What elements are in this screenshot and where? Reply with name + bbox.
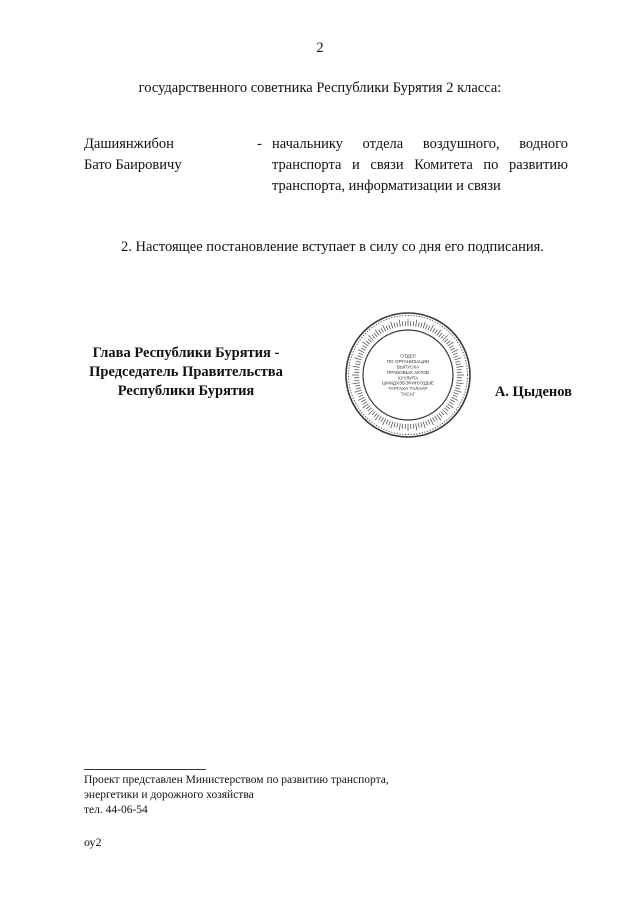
seal-center-text: ХУУЛИТА	[397, 375, 419, 381]
seal-tick	[439, 413, 442, 417]
seal-tick	[426, 421, 428, 426]
seal-tick	[354, 369, 359, 370]
position-line-1: начальнику отдела воздушного, водного	[272, 136, 568, 152]
seal-tick	[428, 326, 430, 331]
seal-tick	[441, 411, 444, 415]
seal-tick	[416, 320, 417, 327]
seal-tick	[450, 400, 454, 403]
seal-tick	[441, 335, 444, 339]
seal-tick	[353, 366, 360, 367]
seal-tick	[446, 341, 450, 344]
seal-tick	[355, 385, 360, 386]
position-line-2: транспорта и связи Комитета по развитию	[272, 157, 568, 173]
seal-tick	[435, 330, 438, 334]
seal-tick	[433, 328, 436, 332]
seal-tick	[361, 400, 365, 403]
seal-tick	[363, 346, 367, 349]
document-code: оу2	[84, 835, 102, 849]
seal-tick	[450, 348, 454, 351]
seal-center-text: ОТДЕЛ	[400, 353, 416, 359]
seal-tick	[413, 321, 414, 326]
seal-tick	[356, 388, 361, 389]
seal-tick	[423, 322, 425, 329]
seal-tick	[363, 402, 367, 405]
seal-tick	[358, 397, 364, 400]
seal-tick	[423, 422, 425, 429]
seal-tick	[402, 321, 403, 326]
seal-center-text: ПО ОРГАНИЗАЦИИ	[386, 359, 430, 365]
seal-tick	[435, 416, 438, 420]
intro-line: государственного советника Республики Бурятия 2 класса:	[138, 80, 502, 96]
signatory-title	[80, 344, 292, 401]
seal-tick	[439, 333, 442, 337]
seal-tick	[361, 348, 365, 351]
seal-tick	[386, 420, 388, 425]
seal-tick	[430, 325, 433, 331]
page-number: 2	[316, 40, 324, 56]
seal-tick	[391, 422, 393, 429]
seal-center-text: ГАРГАХА ТАЛААР	[388, 386, 428, 392]
seal-center-text: ТАСАГ	[400, 391, 416, 397]
seal-tick	[453, 353, 458, 355]
seal-tick	[444, 408, 448, 411]
seal-tick	[455, 388, 460, 389]
resolution-clause: 2. Настоящее постановление вступает в силу со дня его подписания.	[121, 239, 544, 255]
seal-tick	[386, 326, 388, 331]
seal-tick	[358, 356, 363, 358]
seal-tick	[372, 335, 375, 339]
seal-tick	[383, 325, 386, 331]
seal-tick	[374, 413, 377, 417]
seal-tick	[418, 322, 419, 327]
seal-tick	[457, 380, 462, 381]
seal-center-text: ВЫПУСКА	[396, 364, 420, 370]
footnote-line-1: Проект представлен Министерством по развитию транспорта,	[84, 774, 389, 786]
seal-tick	[366, 341, 370, 344]
seal-tick	[449, 346, 453, 349]
seal-tick	[433, 417, 436, 421]
seal-tick	[455, 390, 462, 392]
seal-tick	[355, 390, 362, 392]
seal-tick	[391, 322, 393, 329]
footnote-phone: тел. 44-06-54	[84, 804, 148, 816]
seal-tick	[455, 361, 460, 362]
seal-tick	[381, 417, 384, 421]
official-seal	[344, 311, 472, 439]
position-line-3: транспорта, информатизации и связи	[272, 178, 501, 194]
footnote	[84, 773, 389, 818]
seal-tick	[449, 402, 453, 405]
seal-tick	[381, 328, 384, 332]
seal-tick	[421, 323, 422, 328]
seal-tick	[368, 408, 372, 411]
appointee-dash: -	[257, 136, 262, 152]
seal-tick	[399, 423, 400, 430]
seal-tick	[454, 393, 459, 395]
seal-center-text: ШИИДХЭБЭРИНУУДЫЕ	[382, 380, 434, 386]
seal-tick	[394, 422, 395, 427]
seal-tick	[372, 411, 375, 415]
seal-tick	[359, 353, 364, 355]
seal-tick	[426, 325, 428, 330]
seal-tick	[355, 358, 362, 360]
seal-tick	[428, 420, 430, 425]
seal-tick	[446, 406, 450, 409]
signatory-title-line-3: Республики Бурятия	[117, 383, 255, 399]
appointee-name	[84, 134, 182, 176]
seal-tick	[354, 380, 359, 381]
seal-tick	[413, 424, 414, 429]
seal-tick	[453, 395, 458, 397]
seal-tick	[358, 393, 363, 395]
seal-tick	[454, 356, 459, 358]
seal-tick	[444, 339, 448, 342]
seal-tick	[389, 421, 391, 426]
seal-tick	[366, 406, 370, 409]
seal-tick	[456, 366, 463, 367]
seal-tick	[368, 339, 372, 342]
seal-tick	[379, 416, 382, 420]
seal-tick	[452, 397, 458, 400]
seal-tick	[353, 383, 360, 384]
seal-tick	[355, 364, 360, 365]
seal-tick	[456, 364, 461, 365]
seal-tick	[397, 322, 398, 327]
seal-tick	[430, 419, 433, 425]
signatory-title-line-1: Глава Республики Бурятия -	[92, 345, 280, 361]
seal-tick	[456, 383, 463, 384]
footnote-line-2: энергетики и дорожного хозяйства	[84, 789, 254, 801]
seal-tick	[374, 333, 377, 337]
seal-tick	[456, 385, 461, 386]
footnote-divider	[84, 769, 206, 770]
seal-tick	[394, 323, 395, 328]
seal-tick	[389, 325, 391, 330]
seal-tick	[379, 330, 382, 334]
seal-tick	[399, 320, 400, 327]
seal-tick	[402, 424, 403, 429]
seal-tick	[418, 423, 419, 428]
seal-tick	[397, 423, 398, 428]
seal-tick	[452, 350, 458, 353]
seal-tick	[359, 395, 364, 397]
seal-tick	[383, 419, 386, 425]
seal-tick	[358, 350, 364, 353]
seal-tick	[421, 422, 422, 427]
seal-tick	[416, 423, 417, 430]
seal-tick	[457, 369, 462, 370]
appointee-surname: Дашиянжибон	[84, 136, 174, 152]
signatory-title-line-2: Председатель Правительства	[89, 364, 283, 380]
signatory-name: А. Цыденов	[494, 384, 572, 400]
appointee-given-names: Бато Баировичу	[84, 157, 182, 173]
seal-center-text: ПРАВОВЫХ АКТОВ	[386, 369, 430, 375]
seal-tick	[455, 358, 462, 360]
seal-tick	[356, 361, 361, 362]
appointee-position	[272, 134, 568, 197]
